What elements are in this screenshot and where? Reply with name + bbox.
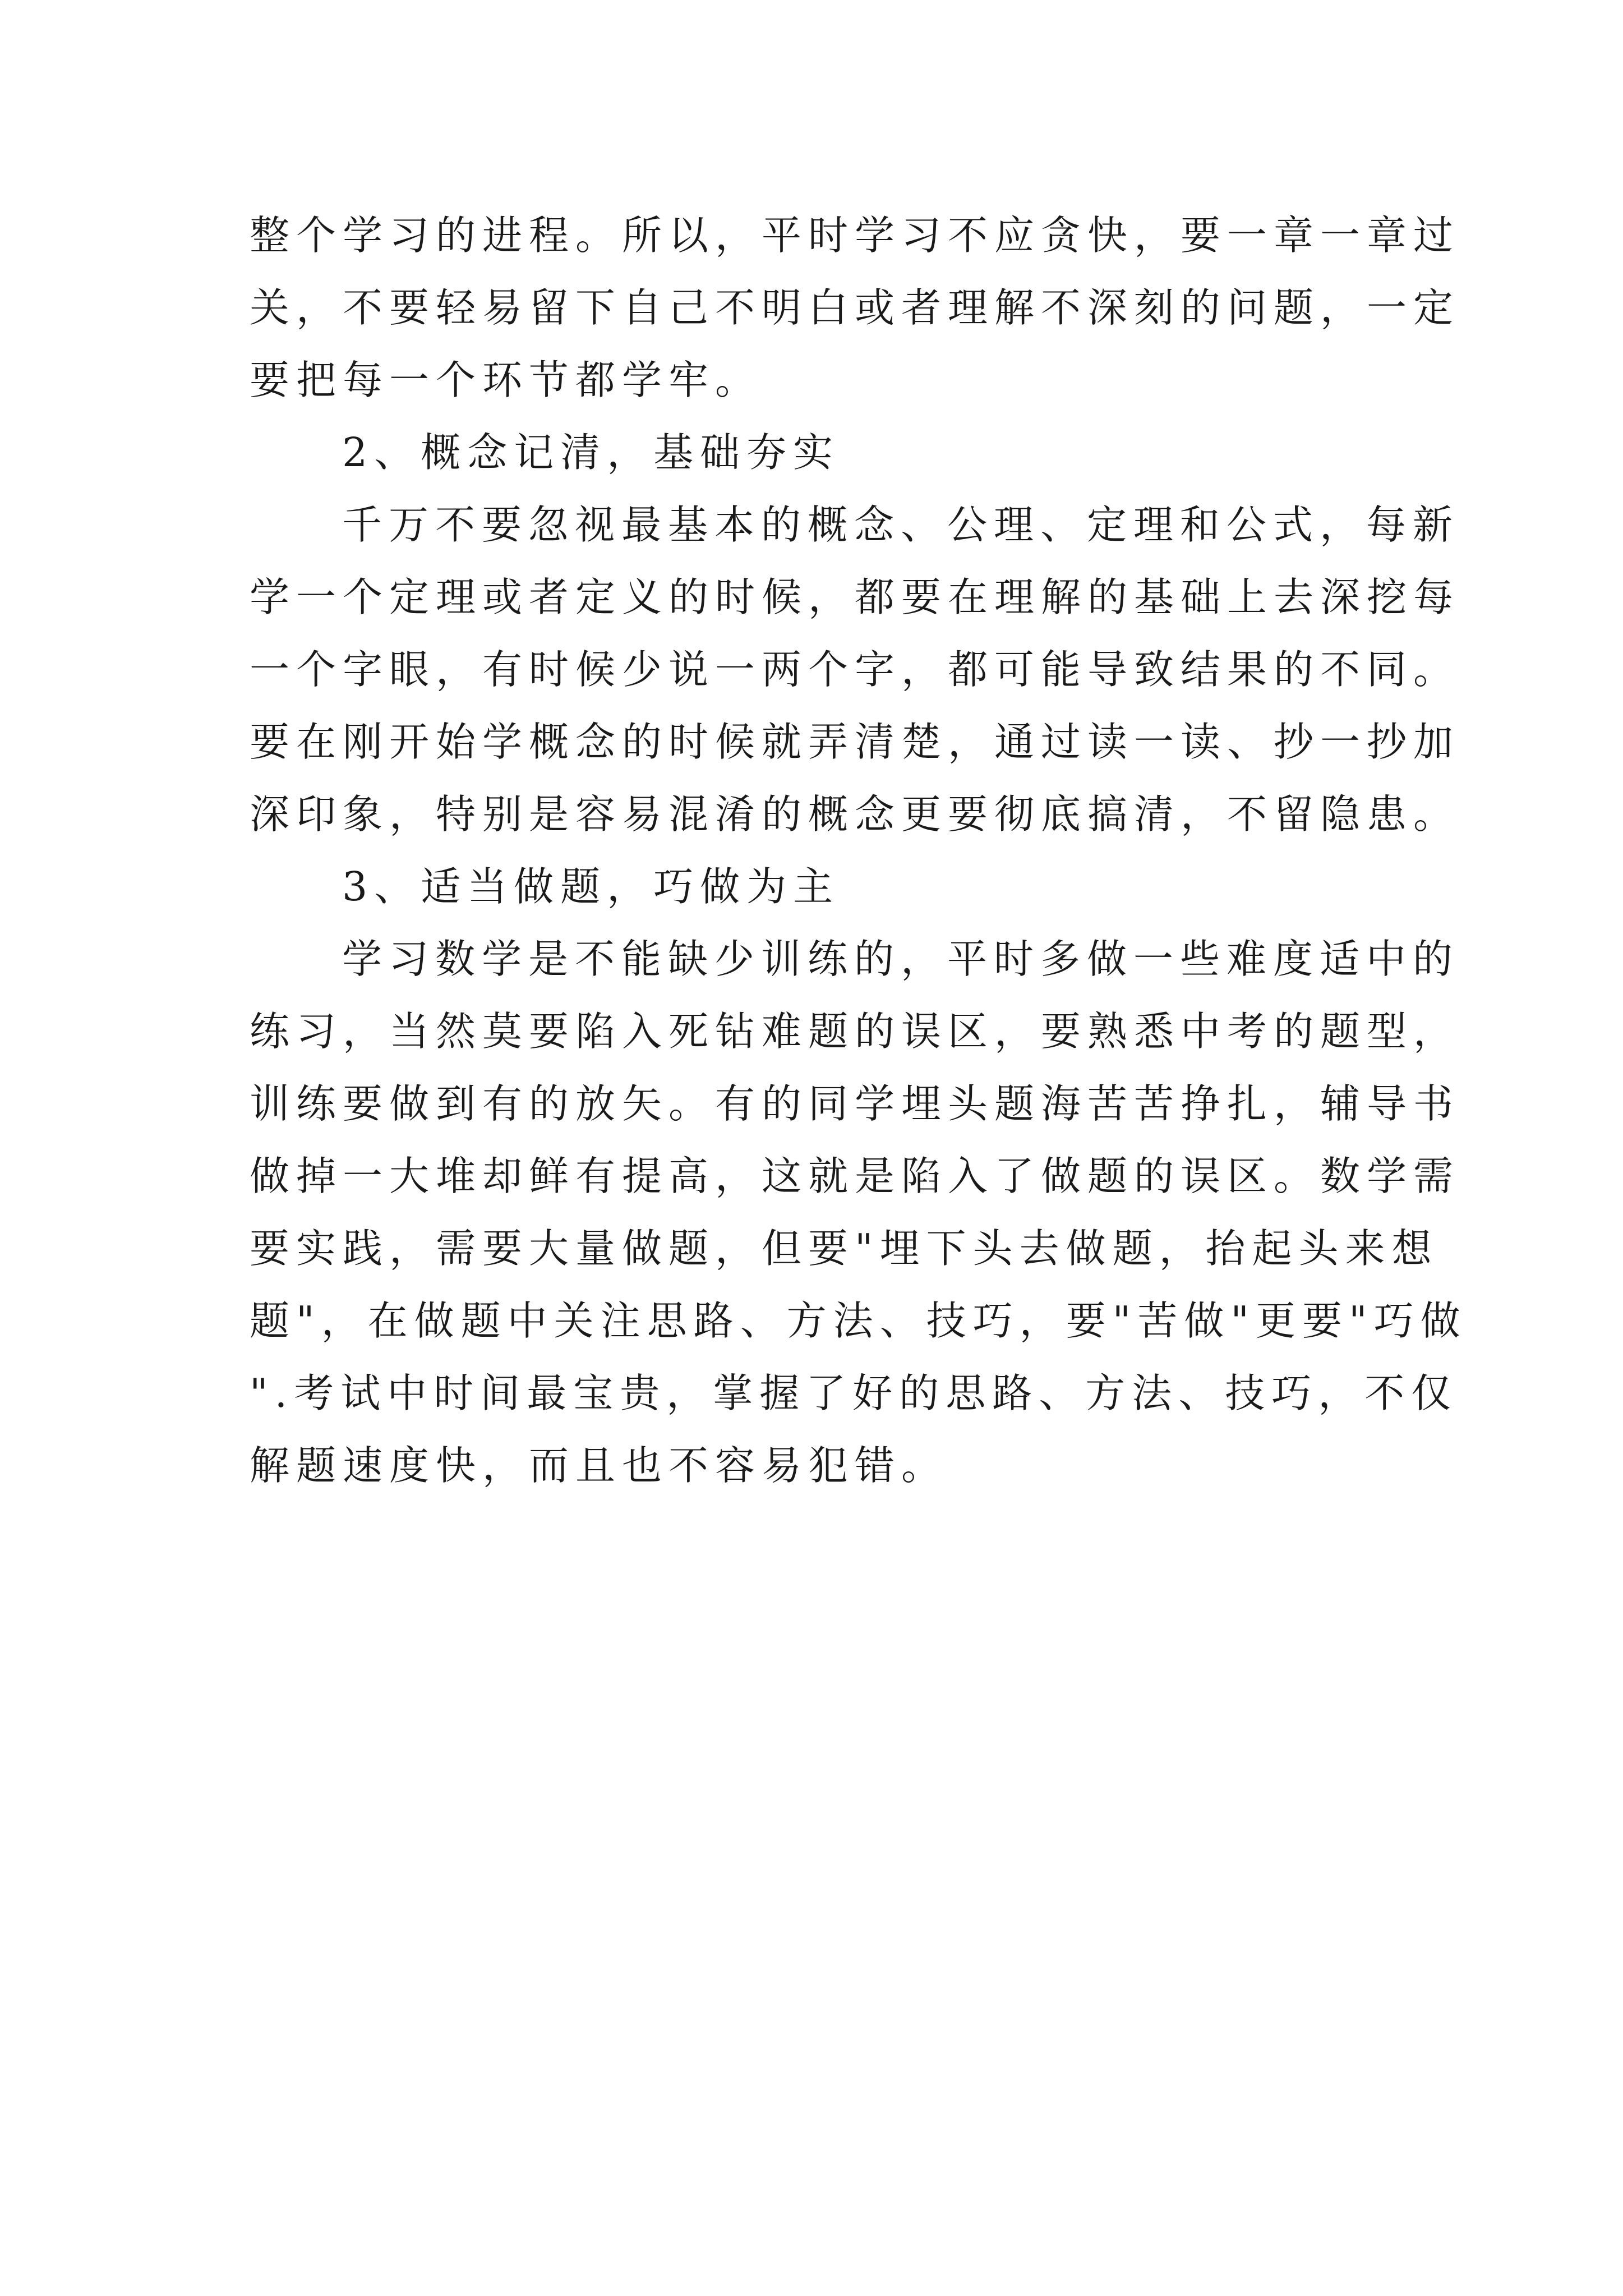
- paragraph-first-line: 学习数学是不能缺少训练的，平时多做一些难度适中的: [342, 936, 1460, 982]
- text-line: 做掉一大堆却鲜有提高，这就是陷入了做题的误区。数学需: [250, 1153, 1460, 1199]
- text-line: ".考试中时间最宝贵，掌握了好的思路、方法、技巧，不仅: [250, 1370, 1458, 1416]
- section-heading: 3、适当做题，巧做为主: [342, 863, 840, 910]
- text-line: 整个学习的进程。所以，平时学习不应贪快，要一章一章过: [250, 212, 1460, 259]
- text-line: 一个字眼，有时候少说一两个字，都可能导致结果的不同。: [250, 646, 1460, 693]
- paragraph-first-line: 千万不要忽视最基本的概念、公理、定理和公式，每新: [342, 501, 1460, 548]
- text-line: 关，不要轻易留下自己不明白或者理解不深刻的问题，一定: [250, 284, 1460, 331]
- section-heading: 2、概念记清，基础夯实: [342, 429, 840, 476]
- text-line: 要把每一个环节都学牢。: [250, 357, 762, 403]
- text-line: 题"，在做题中关注思路、方法、技巧，要"苦做"更要"巧做: [250, 1297, 1467, 1344]
- text-line: 要实践，需要大量做题，但要"埋下头去做题，抬起头来想: [250, 1225, 1438, 1272]
- text-line: 解题速度快，而且也不容易犯错。: [250, 1442, 948, 1489]
- text-line: 学一个定理或者定义的时候，都要在理解的基础上去深挖每: [250, 574, 1460, 620]
- text-line: 练习，当然莫要陷入死钻难题的误区，要熟悉中考的题型，: [250, 1008, 1460, 1055]
- text-line: 训练要做到有的放矢。有的同学埋头题海苦苦挣扎，辅导书: [250, 1080, 1460, 1127]
- text-line: 深印象，特别是容易混淆的概念更要彻底搞清，不留隐患。: [250, 791, 1460, 838]
- body-text: [250, 199, 1467, 1502]
- text-line: 要在刚开始学概念的时候就弄清楚，通过读一读、抄一抄加: [250, 719, 1460, 765]
